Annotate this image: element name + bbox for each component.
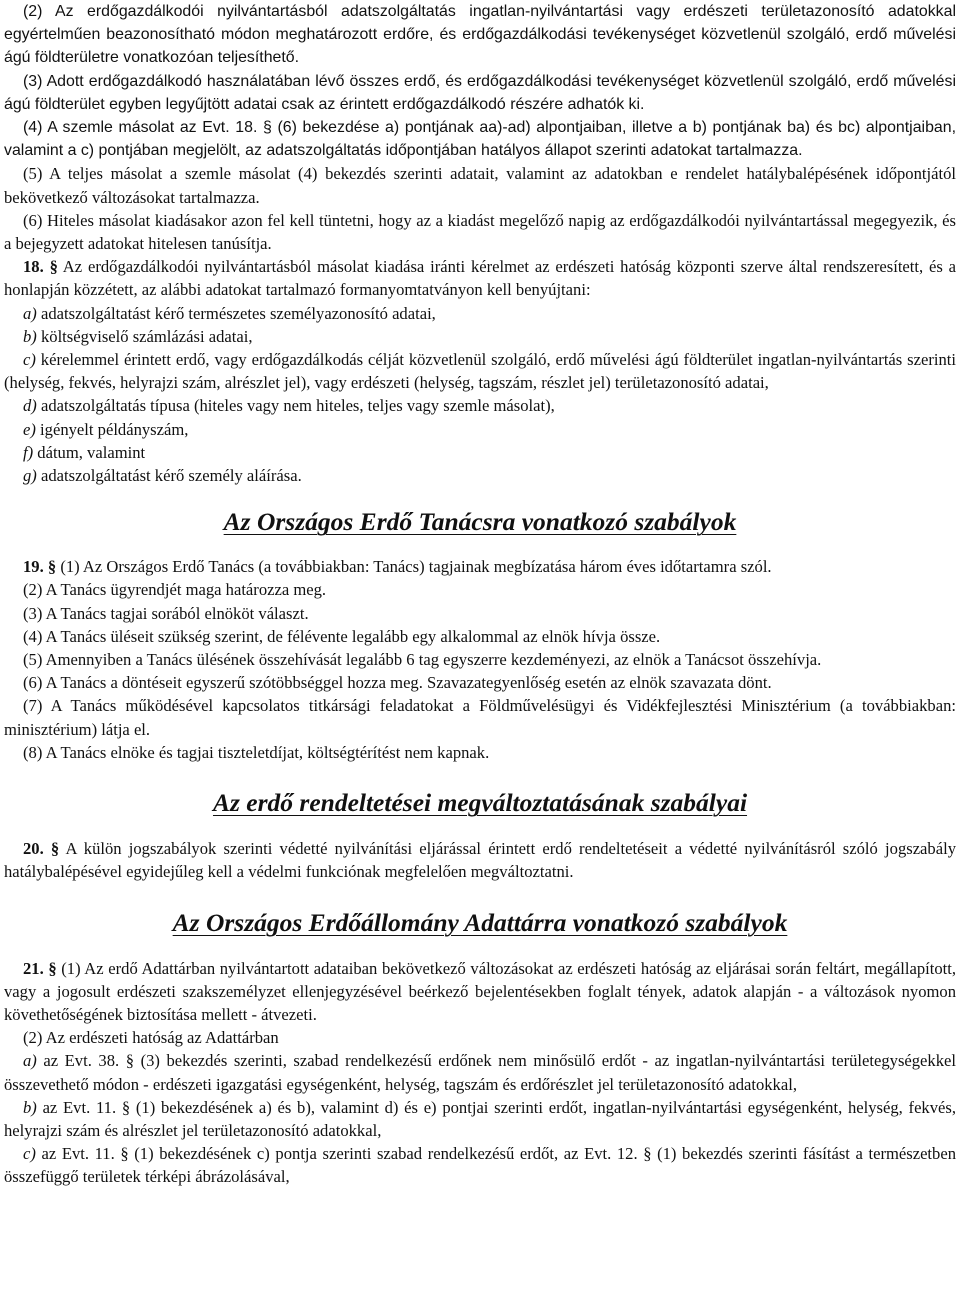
item-text: dátum, valamint xyxy=(33,442,146,462)
section-text: A külön jogszabályok szerinti védetté nyilvánítási eljárással érintett erdő rendeltetéseit a védetté nyilvánításról szóló jogszabály hatálybalépésével egyidejűleg kell a védelmi funkciónak megfelelően megváltoztatni. xyxy=(4,839,956,882)
list-item-d xyxy=(4,394,956,417)
paragraph-21-2: (2) Az erdészeti hatóság az Adattárban xyxy=(23,1028,279,1048)
paragraph-19-5: (5) Amennyiben a Tanács ülésének összehívását legalább 6 tag egyszerre kezdeményezi, az elnök a Tanácsot összehívja. xyxy=(23,650,822,670)
item-text: költségviselő számlázási adatai, xyxy=(36,326,253,346)
list-item-f xyxy=(4,441,956,464)
section-text: (1) Az Országos Erdő Tanács (a továbbiakban: Tanács) tagjainak megbízatása három éves időtartamra szól. xyxy=(56,557,772,577)
section-heading-council: Az Országos Erdő Tanácsra vonatkozó szabályok xyxy=(223,507,737,537)
item-marker: e) xyxy=(23,419,36,439)
document-page xyxy=(4,0,956,1189)
paragraph-19-4: (4) A Tanács üléseit szükség szerint, de félévente legalább egy alkalommal az elnök hívja össze. xyxy=(23,626,661,646)
item-text: kérelemmel érintett erdő, vagy erdőgazdálkodás célját közvetlenül szolgáló, erdő művelési ágú földterület ingatlan-nyilvántartás szerinti (helység, fekvés, helyrajzi szám, alrészlet jel), vagy erdészeti (helység, tagszám, részlet jel) területazonosító adatai, xyxy=(4,350,956,393)
section-20 xyxy=(4,837,956,883)
section-number: 19. § xyxy=(23,557,57,577)
item-marker: g) xyxy=(23,466,37,486)
list-item-a xyxy=(4,302,956,325)
list-item-c xyxy=(4,348,956,394)
item-marker: b) xyxy=(23,326,37,346)
item-marker: a) xyxy=(23,1051,37,1071)
section-text: Az erdőgazdálkodói nyilvántartásból másolat kiadása iránti kérelmet az erdészeti hatóság központi szerve által rendszeresített, és a honlapján közzétett, az alábbi adatokat tartalmazó formanyomtatványon kell benyújtani: xyxy=(4,257,956,300)
section-19 xyxy=(4,555,956,578)
paragraph-6: (6) Hiteles másolat kiadásakor azon fel kell tüntetni, hogy az a kiadást megelőző napig az erdőgazdálkodói nyilvántartással megegyezik, és a bejegyzett adatokat hitelesen tanúsítja. xyxy=(4,210,956,254)
list-item-b xyxy=(4,325,956,348)
item-text: adatszolgáltatást kérő személy aláírása. xyxy=(36,466,302,486)
list-item-21-a xyxy=(4,1049,956,1095)
item-marker: c) xyxy=(23,1144,36,1164)
paragraph-19-6: (6) A Tanács a döntéseit egyszerű szótöbbséggel hozza meg. Szavazategyenlőség esetén az elnök szavazata dönt. xyxy=(23,673,772,693)
paragraph-3: (3) Adott erdőgazdálkodó használatában lévő összes erdő, és erdőgazdálkodási tevékenységet közvetlenül szolgáló, erdő művelési ágú földterület egyben legyűjtött adatai csak az érintett erdőgazdálkodó részére adhatók ki. xyxy=(4,72,956,113)
section-number: 21. § xyxy=(23,958,57,978)
paragraph-19-3: (3) A Tanács tagjai sorából elnököt választ. xyxy=(23,603,309,623)
item-marker: b) xyxy=(23,1097,37,1117)
section-21 xyxy=(4,957,956,1027)
list-item-21-b xyxy=(4,1096,956,1142)
item-marker: f) xyxy=(23,442,34,462)
paragraph-19-2: (2) A Tanács ügyrendjét maga határozza meg. xyxy=(23,580,327,600)
section-heading-forest-database: Az Országos Erdőállomány Adattárra vonatkozó szabályok xyxy=(172,907,788,937)
list-item-g xyxy=(4,464,956,487)
section-number: 20. § xyxy=(23,839,60,859)
section-18 xyxy=(4,255,956,301)
section-number: 18. § xyxy=(23,257,58,277)
paragraph-5: (5) A teljes másolat a szemle másolat (4) bekezdés szerinti adatait, valamint az adatokban e rendelet hatálybalépésének időpontjától bekövetkező változásokat tartalmazza. xyxy=(4,164,956,207)
paragraph-2: (2) Az erdőgazdálkodói nyilvántartásból adatszolgáltatás ingatlan-nyilvántartási vagy erdészeti területazonosító adatokkal egyértelműen beazonosítható módon meghatározott erdőre, és erdőgazdálkodási tevékenységet közvetlenül szolgáló, erdő művelési ágú földterületre vonatkozóan teljesíthető. xyxy=(4,3,956,67)
section-text: (1) Az erdő Adattárban nyilvántartott adataiban bekövetkező változásokat az erdészeti hatóság az eljárásai során feltárt, megállapított, vagy a jogosult erdészeti szakszemélyzet ellenjegyzésével beérkező bejelentésekben foglalt tények, adatok alapján - a változások nyomon követhetőségének biztosítása mellett - átvezeti. xyxy=(4,958,957,1024)
section-heading-forest-purpose: Az erdő rendeltetései megváltoztatásának szabályai xyxy=(212,788,748,818)
item-text: igényelt példányszám, xyxy=(35,419,189,439)
item-text: adatszolgáltatást kérő természetes személyazonosító adatai, xyxy=(36,303,436,323)
item-text: az Evt. 38. § (3) bekezdés szerinti, szabad rendelkezésű erdőnek nem minősülő erdőt - az ingatlan-nyilvántartási területegységekkel összevethető módon - erdészeti igazgatási egységenként, helység, tagszám és erdőrészlet jel területazonosító adatokkal, xyxy=(4,1051,956,1094)
item-marker: c) xyxy=(23,350,36,370)
list-item-e xyxy=(4,418,956,441)
list-item-21-c xyxy=(4,1142,956,1188)
item-marker: a) xyxy=(23,303,37,323)
item-marker: d) xyxy=(23,396,37,416)
item-text: az Evt. 11. § (1) bekezdésének a) és b), valamint d) és e) pontjai szerinti erdőt, ingatlan-nyilvántartási egységenként, helység, fekvés, helyrajzi szám és alrészlet jel területazonosító adatokkal, xyxy=(4,1097,956,1140)
item-text: adatszolgáltatás típusa (hiteles vagy nem hiteles, teljes vagy szemle másolat), xyxy=(36,396,555,416)
paragraph-4: (4) A szemle másolat az Evt. 18. § (6) bekezdése a) pontjának aa)-ad) alpontjaiban, illetve a b) pontjának ba) és bc) alpontjaiban, valamint a c) pontjában megjelölt, az adatszolgáltatás időpontjában hatályos állapot szerinti adatokat tartalmazza. xyxy=(4,119,956,160)
item-text: az Evt. 11. § (1) bekezdésének c) pontja szerinti szabad rendelkezésű erdőt, az Evt. 12. § (1) bekezdés szerinti fásítást a természetben összefüggő területek térképi ábrázolásával, xyxy=(4,1144,956,1187)
paragraph-19-8: (8) A Tanács elnöke és tagjai tiszteletdíjat, költségtérítést nem kapnak. xyxy=(23,742,490,762)
paragraph-19-7: (7) A Tanács működésével kapcsolatos titkársági feladatokat a Földművelésügyi és Vidékfejlesztési Minisztérium (a továbbiakban: minisztérium) látja el. xyxy=(4,696,956,739)
